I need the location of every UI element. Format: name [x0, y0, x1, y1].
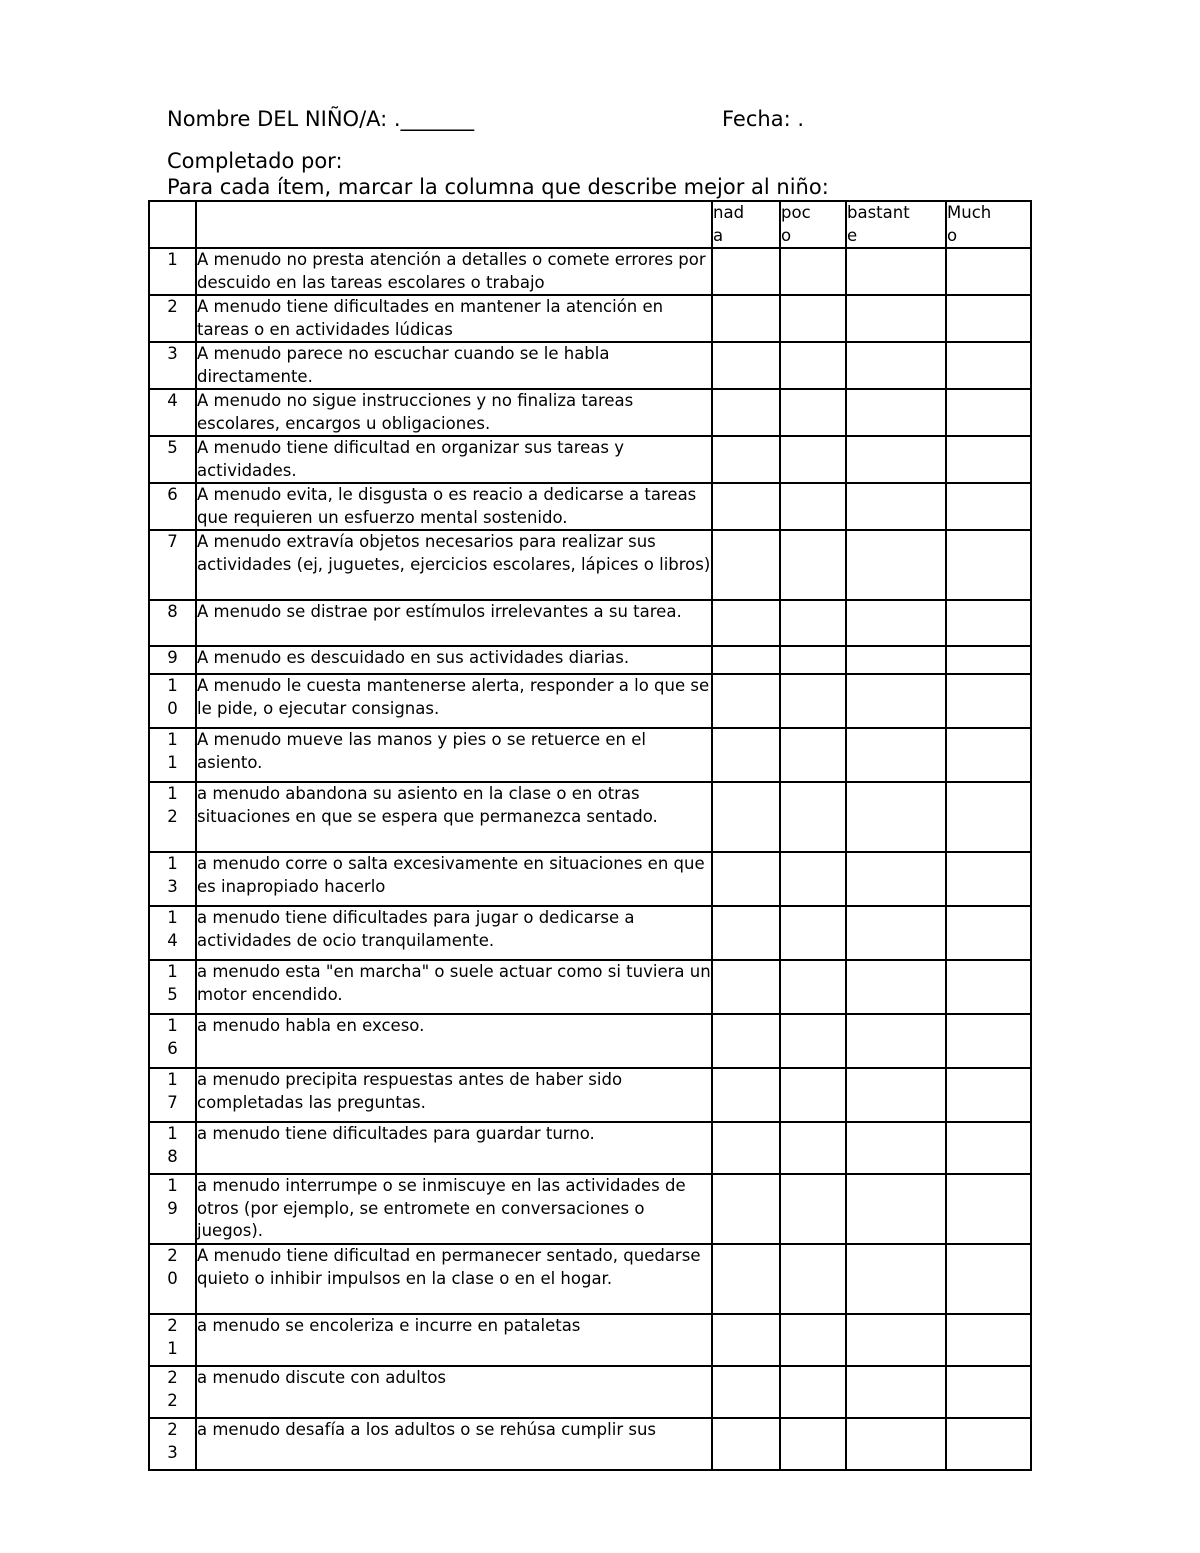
answer-cell-mucho[interactable]	[946, 1122, 1031, 1174]
question-number: 7	[149, 530, 196, 600]
answer-cell-poco[interactable]	[780, 1174, 846, 1244]
answer-cell-bastante[interactable]	[846, 1366, 946, 1418]
answer-cell-nada[interactable]	[712, 1244, 780, 1314]
question-row	[149, 1314, 1031, 1366]
header-text-cell	[196, 201, 712, 248]
question-row	[149, 646, 1031, 674]
answer-cell-nada[interactable]	[712, 728, 780, 782]
col-header-mucho: Much o	[946, 201, 1031, 248]
answer-cell-nada[interactable]	[712, 530, 780, 600]
answer-cell-nada[interactable]	[712, 852, 780, 906]
answer-cell-poco[interactable]	[780, 1068, 846, 1122]
answer-cell-nada[interactable]	[712, 483, 780, 530]
question-number: 1 2	[149, 782, 196, 852]
answer-cell-bastante[interactable]	[846, 852, 946, 906]
answer-cell-bastante[interactable]	[846, 906, 946, 960]
answer-cell-nada[interactable]	[712, 1314, 780, 1366]
answer-cell-bastante[interactable]	[846, 646, 946, 674]
answer-cell-poco[interactable]	[780, 1122, 846, 1174]
question-row	[149, 1068, 1031, 1122]
question-row	[149, 1122, 1031, 1174]
question-row	[149, 906, 1031, 960]
question-number: 1 3	[149, 852, 196, 906]
answer-cell-bastante[interactable]	[846, 1314, 946, 1366]
question-text: a menudo interrumpe o se inmiscuye en las actividades de otros (por ejemplo, se entromete en conversaciones o juegos).	[196, 1174, 712, 1244]
question-number: 6	[149, 483, 196, 530]
question-row	[149, 248, 1031, 295]
question-number: 5	[149, 436, 196, 483]
question-text: a menudo desafía a los adultos o se rehúsa cumplir sus	[196, 1418, 712, 1470]
answer-cell-mucho[interactable]	[946, 782, 1031, 852]
question-text: A menudo le cuesta mantenerse alerta, responder a lo que se le pide, o ejecutar consignas.	[196, 674, 712, 728]
answer-cell-poco[interactable]	[780, 600, 846, 646]
question-row	[149, 1418, 1031, 1470]
question-number: 1	[149, 248, 196, 295]
answer-cell-nada[interactable]	[712, 1366, 780, 1418]
question-text: a menudo discute con adultos	[196, 1366, 712, 1418]
question-text: A menudo es descuidado en sus actividades diarias.	[196, 646, 712, 674]
question-row	[149, 1366, 1031, 1418]
question-text: a menudo esta "en marcha" o suele actuar como si tuviera un motor encendido.	[196, 960, 712, 1014]
answer-cell-mucho[interactable]	[946, 342, 1031, 389]
answer-cell-nada[interactable]	[712, 1014, 780, 1068]
answer-cell-nada[interactable]	[712, 600, 780, 646]
question-number: 1 1	[149, 728, 196, 782]
question-row	[149, 483, 1031, 530]
answer-cell-nada[interactable]	[712, 1122, 780, 1174]
question-text: a menudo corre o salta excesivamente en situaciones en que es inapropiado hacerlo	[196, 852, 712, 906]
question-row	[149, 852, 1031, 906]
question-text: A menudo no sigue instrucciones y no finaliza tareas escolares, encargos u obligaciones.	[196, 389, 712, 436]
answer-cell-bastante[interactable]	[846, 389, 946, 436]
child-name-field: Nombre DEL NIÑO/A: ._______	[167, 107, 475, 131]
answer-cell-poco[interactable]	[780, 782, 846, 852]
question-text: A menudo parece no escuchar cuando se le habla directamente.	[196, 342, 712, 389]
question-text: A menudo tiene dificultades en mantener la atención en tareas o en actividades lúdicas	[196, 295, 712, 342]
question-row	[149, 436, 1031, 483]
answer-cell-poco[interactable]	[780, 389, 846, 436]
question-text: A menudo se distrae por estímulos irrelevantes a su tarea.	[196, 600, 712, 646]
answer-cell-nada[interactable]	[712, 1068, 780, 1122]
completed-by-label: Completado por:	[167, 149, 343, 173]
question-number: 2 0	[149, 1244, 196, 1314]
question-text: A menudo extravía objetos necesarios para realizar sus actividades (ej, juguetes, ejercicios escolares, lápices o libros)	[196, 530, 712, 600]
answer-cell-mucho[interactable]	[946, 1244, 1031, 1314]
question-text: a menudo tiene dificultades para jugar o dedicarse a actividades de ocio tranquilamente.	[196, 906, 712, 960]
question-row	[149, 295, 1031, 342]
answer-cell-bastante[interactable]	[846, 1418, 946, 1470]
question-row	[149, 1174, 1031, 1244]
answer-cell-poco[interactable]	[780, 1366, 846, 1418]
answer-cell-mucho[interactable]	[946, 674, 1031, 728]
header-row	[149, 201, 1031, 248]
answer-cell-bastante[interactable]	[846, 1244, 946, 1314]
question-number: 2	[149, 295, 196, 342]
answer-cell-mucho[interactable]	[946, 248, 1031, 295]
answer-cell-nada[interactable]	[712, 1174, 780, 1244]
question-text: A menudo tiene dificultad en organizar sus tareas y actividades.	[196, 436, 712, 483]
answer-cell-mucho[interactable]	[946, 436, 1031, 483]
answer-cell-poco[interactable]	[780, 852, 846, 906]
question-number: 9	[149, 646, 196, 674]
question-number: 2 1	[149, 1314, 196, 1366]
answer-cell-poco[interactable]	[780, 906, 846, 960]
answer-cell-bastante[interactable]	[846, 674, 946, 728]
answer-cell-poco[interactable]	[780, 960, 846, 1014]
answer-cell-bastante[interactable]	[846, 1068, 946, 1122]
answer-cell-mucho[interactable]	[946, 1174, 1031, 1244]
question-number: 4	[149, 389, 196, 436]
col-header-bastante: bastant e	[846, 201, 946, 248]
question-row	[149, 600, 1031, 646]
question-number: 1 5	[149, 960, 196, 1014]
question-text: a menudo tiene dificultades para guardar turno.	[196, 1122, 712, 1174]
answer-cell-poco[interactable]	[780, 342, 846, 389]
answer-cell-bastante[interactable]	[846, 1174, 946, 1244]
question-text: a menudo se encoleriza e incurre en pataletas	[196, 1314, 712, 1366]
answer-cell-nada[interactable]	[712, 248, 780, 295]
question-row	[149, 960, 1031, 1014]
answer-cell-mucho[interactable]	[946, 530, 1031, 600]
answer-cell-bastante[interactable]	[846, 1122, 946, 1174]
answer-cell-bastante[interactable]	[846, 530, 946, 600]
answer-cell-poco[interactable]	[780, 436, 846, 483]
question-number: 1 7	[149, 1068, 196, 1122]
question-number: 3	[149, 342, 196, 389]
answer-cell-poco[interactable]	[780, 674, 846, 728]
question-text: A menudo no presta atención a detalles o comete errores por descuido en las tareas escolares o trabajo	[196, 248, 712, 295]
answer-cell-mucho[interactable]	[946, 1366, 1031, 1418]
question-number: 2 2	[149, 1366, 196, 1418]
answer-cell-mucho[interactable]	[946, 1314, 1031, 1366]
answer-cell-nada[interactable]	[712, 906, 780, 960]
answer-cell-poco[interactable]	[780, 530, 846, 600]
question-number: 8	[149, 600, 196, 646]
answer-cell-mucho[interactable]	[946, 728, 1031, 782]
answer-cell-nada[interactable]	[712, 389, 780, 436]
question-number: 1 4	[149, 906, 196, 960]
answer-cell-nada[interactable]	[712, 342, 780, 389]
question-text: A menudo mueve las manos y pies o se retuerce en el asiento.	[196, 728, 712, 782]
questionnaire-table	[148, 200, 1032, 1471]
question-text: a menudo habla en exceso.	[196, 1014, 712, 1068]
date-field: Fecha: .	[722, 107, 805, 131]
question-row	[149, 728, 1031, 782]
answer-cell-mucho[interactable]	[946, 295, 1031, 342]
answer-cell-nada[interactable]	[712, 646, 780, 674]
answer-cell-poco[interactable]	[780, 1244, 846, 1314]
answer-cell-mucho[interactable]	[946, 1014, 1031, 1068]
answer-cell-mucho[interactable]	[946, 600, 1031, 646]
answer-cell-poco[interactable]	[780, 1418, 846, 1470]
answer-cell-mucho[interactable]	[946, 852, 1031, 906]
answer-cell-nada[interactable]	[712, 295, 780, 342]
answer-cell-bastante[interactable]	[846, 1014, 946, 1068]
question-text: A menudo tiene dificultad en permanecer sentado, quedarse quieto o inhibir impulsos en la clase o en el hogar.	[196, 1244, 712, 1314]
question-row	[149, 782, 1031, 852]
answer-cell-mucho[interactable]	[946, 646, 1031, 674]
question-number: 1 9	[149, 1174, 196, 1244]
question-number: 1 8	[149, 1122, 196, 1174]
answer-cell-poco[interactable]	[780, 295, 846, 342]
answer-cell-mucho[interactable]	[946, 389, 1031, 436]
question-text: A menudo evita, le disgusta o es reacio a dedicarse a tareas que requieren un esfuerzo mental sostenido.	[196, 483, 712, 530]
question-text: a menudo abandona su asiento en la clase o en otras situaciones en que se espera que permanezca sentado.	[196, 782, 712, 852]
answer-cell-nada[interactable]	[712, 674, 780, 728]
answer-cell-poco[interactable]	[780, 646, 846, 674]
question-number: 2 3	[149, 1418, 196, 1470]
question-row	[149, 389, 1031, 436]
answer-cell-nada[interactable]	[712, 1418, 780, 1470]
answer-cell-bastante[interactable]	[846, 960, 946, 1014]
header-num-cell	[149, 201, 196, 248]
question-row	[149, 530, 1031, 600]
answer-cell-mucho[interactable]	[946, 960, 1031, 1014]
answer-cell-bastante[interactable]	[846, 295, 946, 342]
answer-cell-poco[interactable]	[780, 1314, 846, 1366]
col-header-poco: poc o	[780, 201, 846, 248]
answer-cell-bastante[interactable]	[846, 342, 946, 389]
answer-cell-nada[interactable]	[712, 436, 780, 483]
question-row	[149, 1244, 1031, 1314]
answer-cell-bastante[interactable]	[846, 248, 946, 295]
answer-cell-nada[interactable]	[712, 782, 780, 852]
answer-cell-poco[interactable]	[780, 483, 846, 530]
answer-cell-poco[interactable]	[780, 1014, 846, 1068]
answer-cell-bastante[interactable]	[846, 782, 946, 852]
answer-cell-poco[interactable]	[780, 728, 846, 782]
answer-cell-mucho[interactable]	[946, 1068, 1031, 1122]
question-row	[149, 1014, 1031, 1068]
answer-cell-poco[interactable]	[780, 248, 846, 295]
answer-cell-mucho[interactable]	[946, 906, 1031, 960]
question-row	[149, 342, 1031, 389]
instructions-text: Para cada ítem, marcar la columna que describe mejor al niño:	[167, 175, 829, 199]
answer-cell-bastante[interactable]	[846, 436, 946, 483]
answer-cell-bastante[interactable]	[846, 483, 946, 530]
question-text: a menudo precipita respuestas antes de haber sido completadas las preguntas.	[196, 1068, 712, 1122]
question-number: 1 0	[149, 674, 196, 728]
answer-cell-mucho[interactable]	[946, 1418, 1031, 1470]
answer-cell-bastante[interactable]	[846, 600, 946, 646]
question-row	[149, 674, 1031, 728]
answer-cell-bastante[interactable]	[846, 728, 946, 782]
question-number: 1 6	[149, 1014, 196, 1068]
col-header-nada: nad a	[712, 201, 780, 248]
answer-cell-mucho[interactable]	[946, 483, 1031, 530]
answer-cell-nada[interactable]	[712, 960, 780, 1014]
